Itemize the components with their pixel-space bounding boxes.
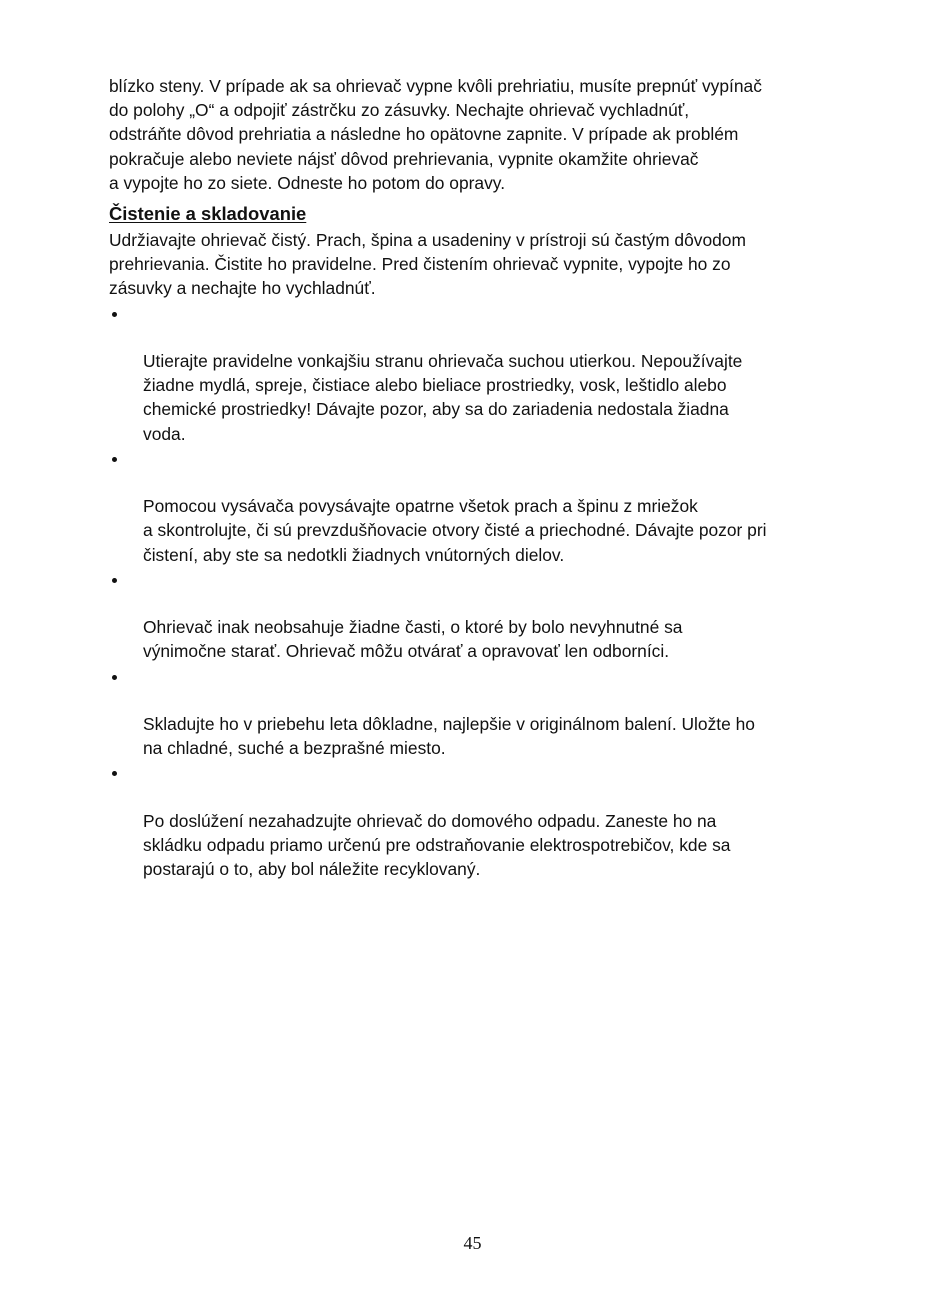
bullet-icon: [112, 675, 117, 680]
bullet-text: Pomocou vysávača povysávajte opatrne všetok prach a špinu z mriežok a skontrolujte, či sú prevzdušňovacie otvory čisté a priechodné. Dávajte pozor pri čistení, aby ste sa nedotkli žiadnych vnútorných dielov.: [143, 496, 767, 565]
bullet-icon: [112, 578, 117, 583]
bullet-icon: [112, 771, 117, 776]
bullet-text: Utierajte pravidelne vonkajšiu stranu ohrievača suchou utierkou. Nepoužívajte žiadne mydlá, spreje, čistiace alebo bieliace prostriedky, vosk, leštidlo alebo chemické prostriedky! Dávajte pozor, aby sa do zariadenia nedostala žiadna voda.: [143, 351, 743, 444]
bullet-icon: [112, 312, 117, 317]
bullet-text: Ohrievač inak neobsahuje žiadne časti, o ktoré by bolo nevyhnutné sa výnimočne starať. Ohrievač môžu otvárať a opravovať len odborníci.: [143, 617, 683, 662]
bullet-item: [109, 760, 849, 881]
bullet-text: Skladujte ho v priebehu leta dôkladne, najlepšie v originálnom balení. Uložte ho na chladné, suché a bezprašné miesto.: [143, 714, 755, 759]
page-content: [109, 74, 849, 882]
bullet-item: [109, 446, 849, 567]
bullet-item: [109, 567, 849, 664]
section-heading: Čistenie a skladovanie: [109, 203, 307, 225]
page-number: 45: [463, 1233, 482, 1253]
intro-paragraph: blízko steny. V prípade ak sa ohrievač vypne kvôli prehriatiu, musíte prepnúť vypínač do polohy „O“ a odpojiť zástrčku zo zásuvky. Nechajte ohrievač vychladnúť, odstráňte dôvod prehriatia a následne ho opätovne zapnite. V prípade ak problém pokračuje alebo neviete nájsť dôvod prehrievania, vypnite okamžite ohrievač a vypojte ho zo siete. Odneste ho potom do opravy.: [109, 76, 762, 193]
bullet-item: [109, 301, 849, 446]
bullet-list: [109, 301, 849, 882]
bullet-text: Po doslúžení nezahadzujte ohrievač do domového odpadu. Zaneste ho na skládku odpadu priamo určenú pre odstraňovanie elektrospotrebičov, kde sa postarajú o to, aby bol náležite recyklovaný.: [143, 810, 731, 880]
section-paragraph: Udržiavajte ohrievač čistý. Prach, špina a usadeniny v prístroji sú častým dôvodom prehrievania. Čistite ho pravidelne. Pred čistením ohrievač vypnite, vypojte ho zo zásuvky a nechajte ho vychladnúť.: [109, 230, 746, 299]
bullet-icon: [112, 457, 117, 462]
bullet-item: [109, 664, 849, 761]
